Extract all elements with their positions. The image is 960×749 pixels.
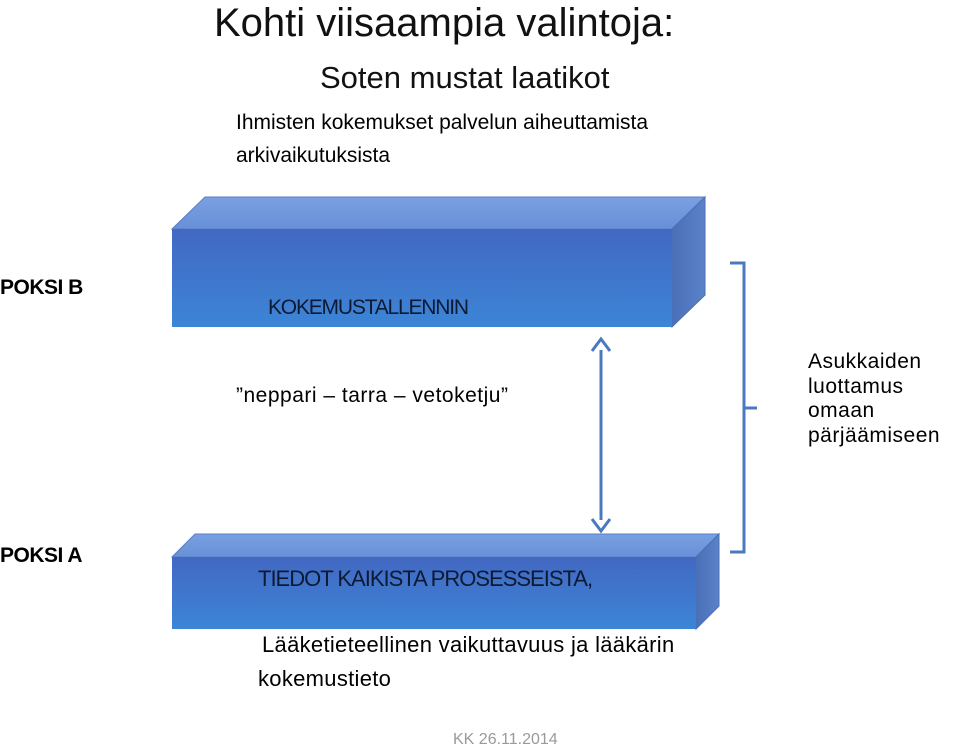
box-b-label: KOKEMUSTALLENNIN	[268, 296, 468, 319]
intro-line-2: arkivaikutuksista	[236, 144, 391, 167]
double-arrow	[592, 339, 610, 531]
bottom-text-line-1: Lääketieteellinen vaikuttavuus ja lääkärin	[262, 632, 675, 657]
box-a-label: TIEDOT KAIKISTA PROSESSEISTA,	[258, 566, 593, 591]
intro-line-1: Ihmisten kokemukset palvelun aiheuttamista	[236, 111, 649, 134]
page-title: Kohti viisaampia valintoja:	[214, 1, 675, 45]
side-text-line: omaan	[808, 399, 875, 422]
box-a-side-label: POKSI A	[0, 544, 83, 567]
box-b-top-face	[172, 197, 705, 229]
side-text	[808, 350, 940, 448]
side-text-line: pärjäämiseen	[808, 423, 941, 447]
box-a-top-face	[172, 534, 719, 557]
bottom-text-line-2: kokemustieto	[258, 666, 392, 691]
side-text-line: luottamus	[808, 374, 904, 398]
footer-date: KK 26.11.2014	[453, 731, 558, 748]
connector-text: ”neppari – tarra – vetoketju”	[236, 384, 509, 407]
page-subtitle: Soten mustat laatikot	[320, 60, 610, 95]
side-text-line: Asukkaiden	[808, 350, 922, 373]
right-bracket	[730, 263, 757, 552]
box-b-side-label: POKSI B	[0, 276, 83, 299]
